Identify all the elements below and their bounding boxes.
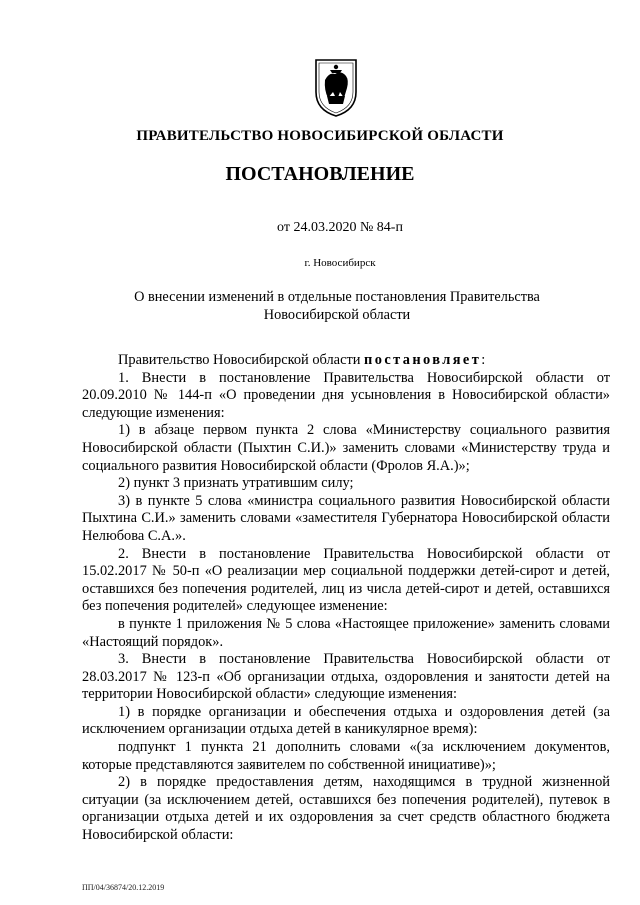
body-paragraph: 3. Внести в постановление Правительства Новосибирской области от 28.03.2017 № 123-п «Об организации отдыха, оздоровления и занятости детей на территории Новосибирской области» следующие изменения: (82, 651, 610, 703)
body-paragraph: 1. Внести в постановление Правительства Новосибирской области от 20.09.2010 № 144-п «О проведении дня усыновления в Новосибирской области» следующие изменения: (82, 369, 610, 421)
intro-verb: постановляет (364, 352, 482, 368)
body-paragraph: 1) в порядке организации и обеспечения отдыха и оздоровления детей (за исключением организации отдыха детей в каникулярное время): (82, 703, 610, 738)
city-name: г. Новосибирск (304, 257, 376, 269)
footer-document-code: ПП/04/36874/20.12.2019 (82, 883, 165, 892)
document-body (82, 352, 610, 845)
body-paragraph: 2. Внести в постановление Правительства Новосибирской области от 15.02.2017 № 50-п «О реализации мер социальной поддержки детей-сирот и детей, оставшихся без попечения родителей, лиц из числа детей-сирот и детей, оставшихся без попечения родителей» следующее изменение: (82, 545, 610, 615)
body-paragraph: подпункт 1 пункта 21 дополнить словами «(за исключением документов, которые представляются заявителем по собственной инициативе)»; (82, 739, 610, 773)
date-number: от 24.03.2020 № 84-п (277, 220, 403, 235)
coat-of-arms-emblem (313, 58, 359, 118)
body-paragraph: 2) в порядке предоставления детям, находящимся в трудной жизненной ситуации (за исключением детей, оставшихся без попечения родителей), путевок в организации отдыха детей и их оздоровления за счет средств областного бюджета Новосибирской области: (82, 774, 610, 844)
intro-prefix: Правительство Новосибирской области (118, 352, 365, 368)
intro-suffix: : (481, 352, 486, 368)
document-type-title: ПОСТАНОВЛЕНИЕ (225, 163, 415, 185)
intro-paragraph (82, 352, 610, 370)
body-paragraph: 1) в абзаце первом пункта 2 слова «Министерству социального развития Новосибирской области (Пыхтин С.И.)» заменить словами «Министерству труда и социального развития Новосибирской области (Фролов Я.А.)»; (82, 422, 610, 474)
body-paragraph: 3) в пункте 5 слова «министра социального развития Новосибирской области Пыхтина С.И.» заменить словами «заместителя Губернатора Новосибирской области Нелюбова С.А.». (82, 492, 610, 544)
document-subject: О внесении изменений в отдельные постановления Правительства Новосибирской области (134, 289, 540, 323)
organization-title: ПРАВИТЕЛЬСТВО НОВОСИБИРСКОЙ ОБЛАСТИ (136, 128, 504, 144)
body-paragraph: 2) пункт 3 признать утратившим силу; (118, 475, 354, 492)
body-paragraph: в пункте 1 приложения № 5 слова «Настоящее приложение» заменить словами «Настоящий порядок». (82, 615, 610, 650)
